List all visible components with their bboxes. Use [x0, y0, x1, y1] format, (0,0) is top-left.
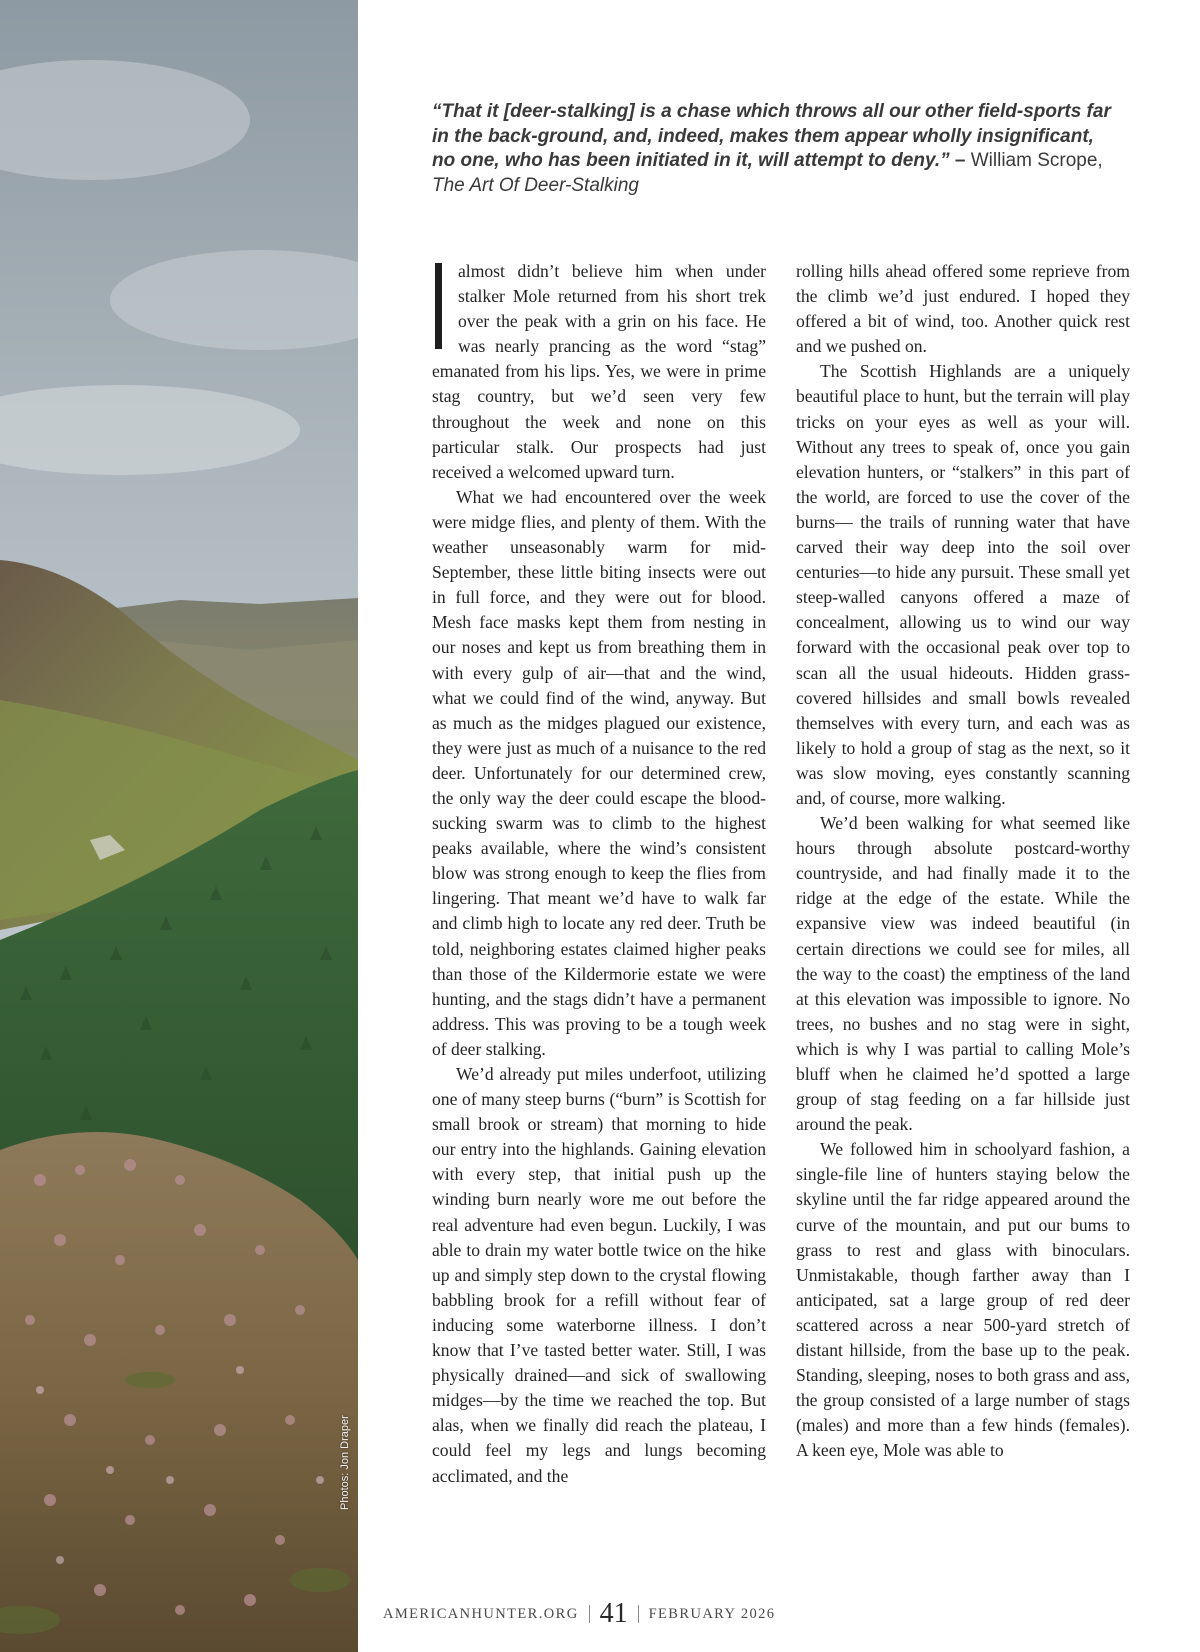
page-footer: [383, 1598, 1103, 1630]
article-paragraph: We’d already put miles underfoot, utilizing one of many steep burns (“burn” is Scottish for small brook or stream) that morning to hide our entry into the highlands. Gaining elevation with every step, that initial push up the winding burn nearly wore me out before the real adventure had even begun. Luckily, I was able to drain my water bottle twice on the hike up and simply step down to the crystal flowing babbling brook for a refill without fear of inducing some waterborne illness. I don’t know that I’ve tasted better water. Still, I was physically drained—and sick of swallowing midges—by the time we reached the top. But alas, when we finally did reach the plateau, I could feel my legs and lungs becoming acclimated, and the: [432, 1064, 766, 1486]
article-paragraph-text: almost didn’t believe him when under stalker Mole returned from his short trek over the peak with a grin on his face. He was nearly prancing as the word “stag” emanated from his lips. Yes, we were in prime stag country, but we’d seen very few throughout the week and none on this particular stalk. Our prospects had just received a welcomed upward turn.: [432, 261, 766, 482]
drop-cap-bar: [435, 263, 442, 349]
article-column-1: [432, 259, 766, 1489]
quote-text: “That it [deer-stalking] is a chase which throws all our other field-sports far in the back-ground, and, indeed, makes them appear wholly insignificant, no one, who has been initiated in it, will attempt to deny.”: [432, 101, 1111, 171]
article-paragraph: What we had encountered over the week were midge flies, and plenty of them. With the weather unseasonably warm for mid-September, these little biting insects were out in full force, and they were out for blood. Mesh face masks kept them from nesting in our noses and kept us from breathing them in with every gulp of air—that and the wind, what we could find of the wind, anyway. But as much as the midges plagued our existence, they were just as much of a nuisance to the red deer. Unfortunately for our determined crew, the only way the deer could escape the blood-sucking swarm was to climb to the highest peaks available, where the wind’s consistent blow was strong enough to keep the flies from lingering. That meant we’d have to walk far and climb high to locate any red deer. Truth be told, neighboring estates claimed higher peaks than those of the Kildermorie estate we were hunting, and the stags didn’t have a permanent address. This was proving to be a tough week of deer stalking.: [432, 486, 766, 1059]
landscape-photo: [0, 0, 358, 1652]
footer-website: AMERICANHUNTER.ORG: [383, 1605, 579, 1622]
page-number: 41: [599, 1598, 628, 1629]
article-paragraph: We’d been walking for what seemed like hours through absolute postcard-worthy countryside, and had finally made it to the ridge at the edge of the estate. While the expansive view was indeed beautiful (in certain directions we could see for miles, all the way to the coast) the emptiness of the land at this elevation was impossible to ignore. No trees, no bushes and no stag were in sight, which is why I was partial to calling Mole’s bluff when he claimed he’d spotted a large group of stag feeding on a far hillside just around the peak.: [796, 813, 1130, 1135]
pull-quote: [432, 100, 1112, 198]
footer-divider: [589, 1605, 590, 1623]
footer-divider: [638, 1605, 639, 1623]
quote-work-title: The Art Of Deer-Stalking: [432, 174, 639, 196]
article-paragraph: We followed him in schoolyard fashion, a single-file line of hunters staying below the skyline until the far ridge appeared around the curve of the mountain, and put our bums to grass to rest and glass with binoculars. Unmistakable, though farther away than I anticipated, sat a large group of red deer scattered across a near 500-yard stretch of distant hillside, from the base up to the peak. Standing, sleeping, noses to both grass and ass, the group consisted of a large number of stags (males) and more than a few hinds (females). A keen eye, Mole was able to: [796, 1139, 1130, 1461]
quote-author: William Scrope,: [970, 150, 1103, 171]
article-column-2: [796, 259, 1130, 1464]
photo-credit: Photos: Jon Draper: [339, 1415, 351, 1510]
drop-cap: [432, 263, 450, 353]
highlands-landscape-image: [0, 0, 358, 1652]
article-paragraph: The Scottish Highlands are a uniquely beautiful place to hunt, but the terrain will play tricks on your eyes as well as your will. Without any trees to speak of, once you gain elevation hunters, or “stalkers” in this part of the world, are forced to use the cover of the burns— the trails of running water that have carved their way deep into the soil over centuries—to hide any pursuit. These small yet steep-walled canyons offered a maze of concealment, allowing us to wind our way forward with the occasional peak over top to scan all the usual hideouts. Hidden grass-covered hillsides and small bowls revealed themselves with every turn, and each was as likely to hold a group of stag as the next, so it was slow moving, eyes constantly scanning and, of course, more walking.: [796, 361, 1130, 808]
article-paragraph: [432, 259, 766, 485]
quote-dash: –: [949, 150, 971, 171]
article-paragraph: rolling hills ahead offered some reprieve from the climb we’d just endured. I hoped they offered a bit of wind, too. Another quick rest and we pushed on.: [796, 261, 1130, 357]
issue-date: FEBRUARY 2026: [648, 1605, 776, 1622]
